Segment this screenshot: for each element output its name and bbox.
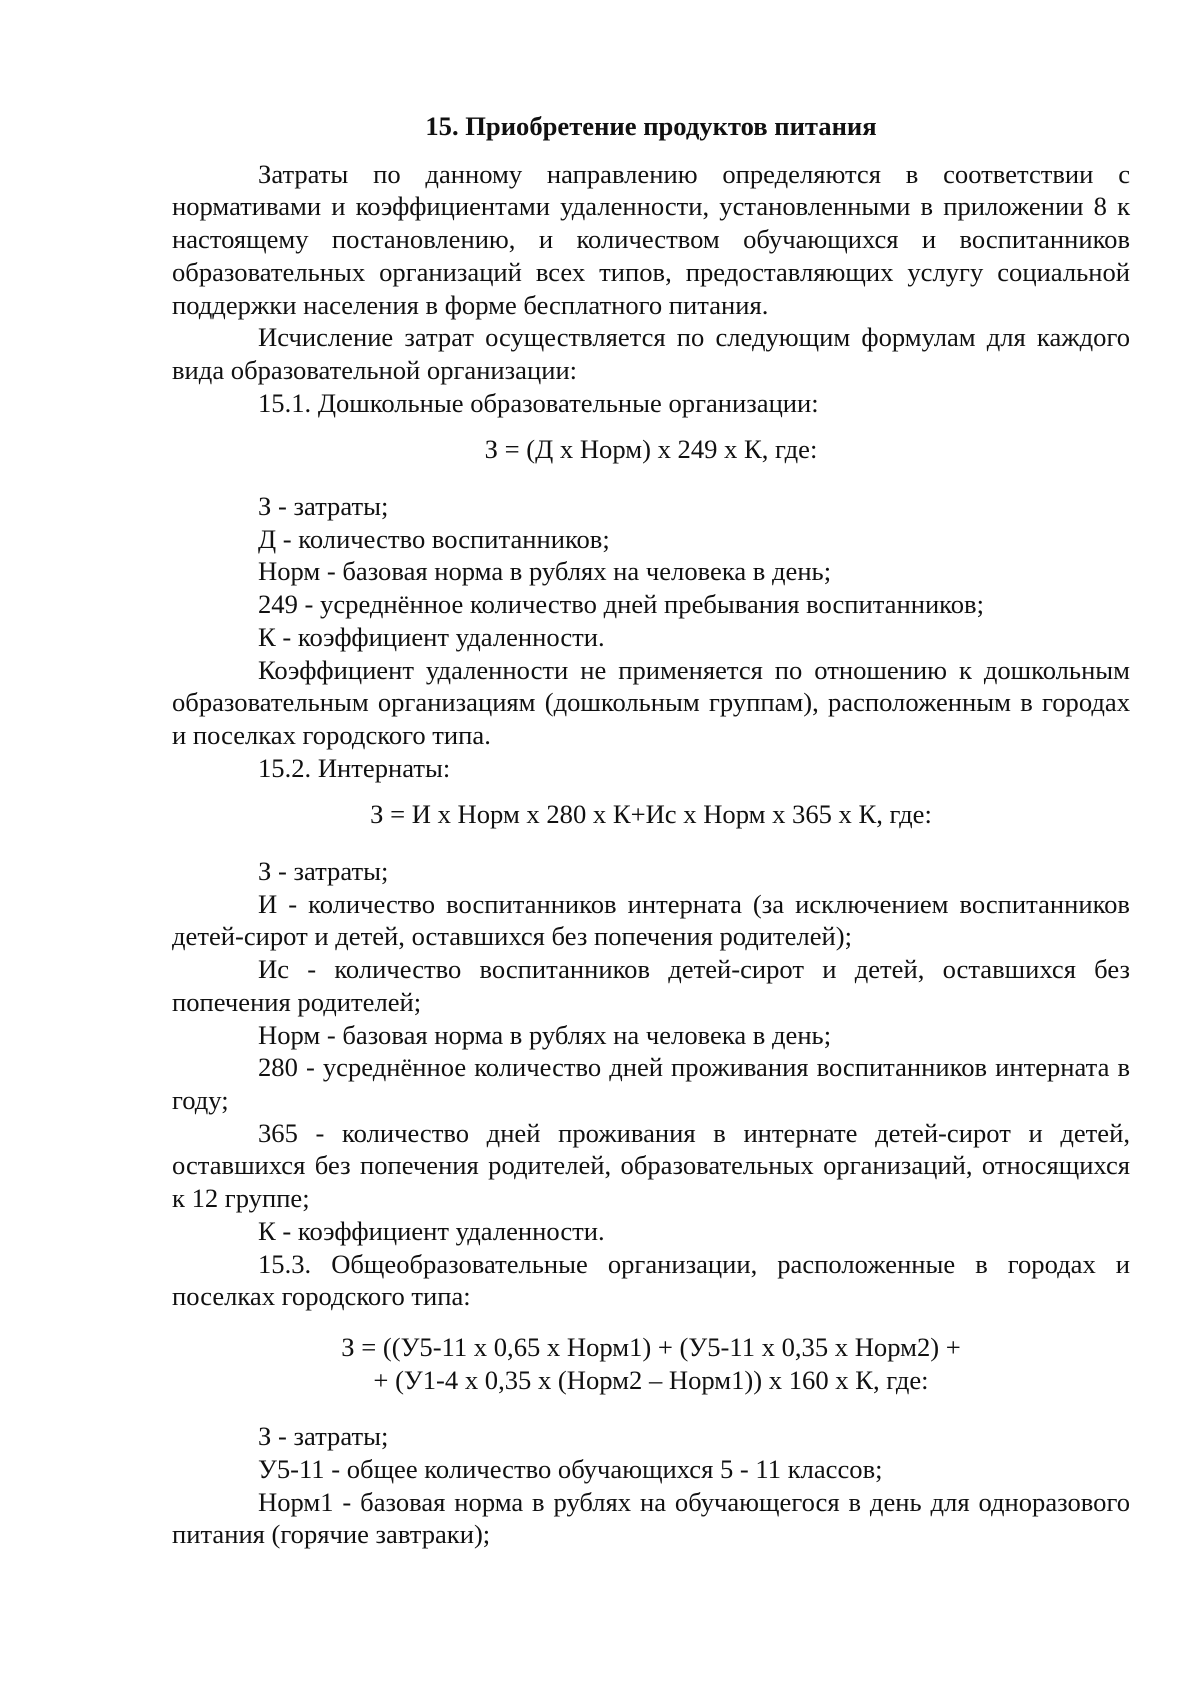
definition-item: 249 - усреднённое количество дней пребывания воспитанников; (258, 589, 984, 620)
definition-item: Норм - базовая норма в рублях на человека в день; (258, 556, 832, 587)
subsection-heading-15-3: 15.3. Общеобразовательные организации, расположенные в городах и поселках городского типа: (172, 1248, 1130, 1312)
subsection-heading-15-1: 15.1. Дошкольные образовательные организации: (258, 387, 819, 418)
definition-item: 365 - количество дней проживания в интернате детей-сирот и детей, оставшихся без попечения родителей, образовательных организаций, относящихся к 12 группе; (172, 1117, 1130, 1214)
definition-item: У5-11 - общее количество обучающихся 5 - 11 классов; (258, 1454, 883, 1485)
remoteness-note: Коэффициент удаленности не применяется по отношению к дошкольным образовательным организациям (дошкольным группам), расположенным в городах и поселках городского типа. (172, 654, 1130, 750)
formula-15-3-line-1: З = ((У5-11 х 0,65 х Норм1) + (У5-11 х 0,35 х Норм2) + (341, 1331, 961, 1362)
definition-item: З - затраты; (258, 856, 389, 887)
definition-item: И - количество воспитанников интерната (за исключением воспитанников детей-сирот и детей, оставшихся без попечения родителей); (172, 888, 1130, 952)
subsection-heading-15-2: 15.2. Интернаты: (258, 752, 451, 783)
formula-15-3 (172, 1331, 1130, 1396)
definition-item: З - затраты; (258, 491, 389, 522)
intro-paragraph-2: Исчисление затрат осуществляется по следующим формулам для каждого вида образовательной организации: (172, 322, 1130, 385)
section-title: 15. Приобретение продуктов питания (425, 111, 877, 141)
definition-item: З - затраты; (258, 1421, 389, 1452)
definition-item: Норм1 - базовая норма в рублях на обучающегося в день для одноразового питания (горячие завтраки); (172, 1486, 1130, 1550)
definition-item: К - коэффициент удаленности. (258, 621, 605, 652)
intro-paragraph-1: Затраты по данному направлению определяются в соответствии с нормативами и коэффициентами удаленности, установленными в приложении 8 к настоящему постановлению, и количеством обучающихся и воспитанников образовательных организаций всех типов, предоставляющих услугу социальной поддержки населения в форме бесплатного питания. (172, 158, 1130, 320)
definition-item: 280 - усреднённое количество дней проживания воспитанников интерната в году; (172, 1052, 1130, 1115)
definition-item: Д - количество воспитанников; (258, 523, 610, 554)
formula-15-1: З = (Д х Норм) х 249 х К, где: (484, 434, 818, 465)
definition-item: Норм - базовая норма в рублях на человека в день; (258, 1019, 832, 1050)
formula-15-3-line-2: + (У1-4 х 0,35 х (Норм2 – Норм1)) х 160 х К, где: (373, 1364, 929, 1395)
definition-item: Ис - количество воспитанников детей-сирот и детей, оставшихся без попечения родителей; (172, 954, 1130, 1017)
definition-item: К - коэффициент удаленности. (258, 1215, 605, 1246)
formula-15-2: З = И х Норм х 280 х К+Ис х Норм х 365 х К, где: (370, 799, 932, 830)
document-body (172, 110, 1130, 1551)
